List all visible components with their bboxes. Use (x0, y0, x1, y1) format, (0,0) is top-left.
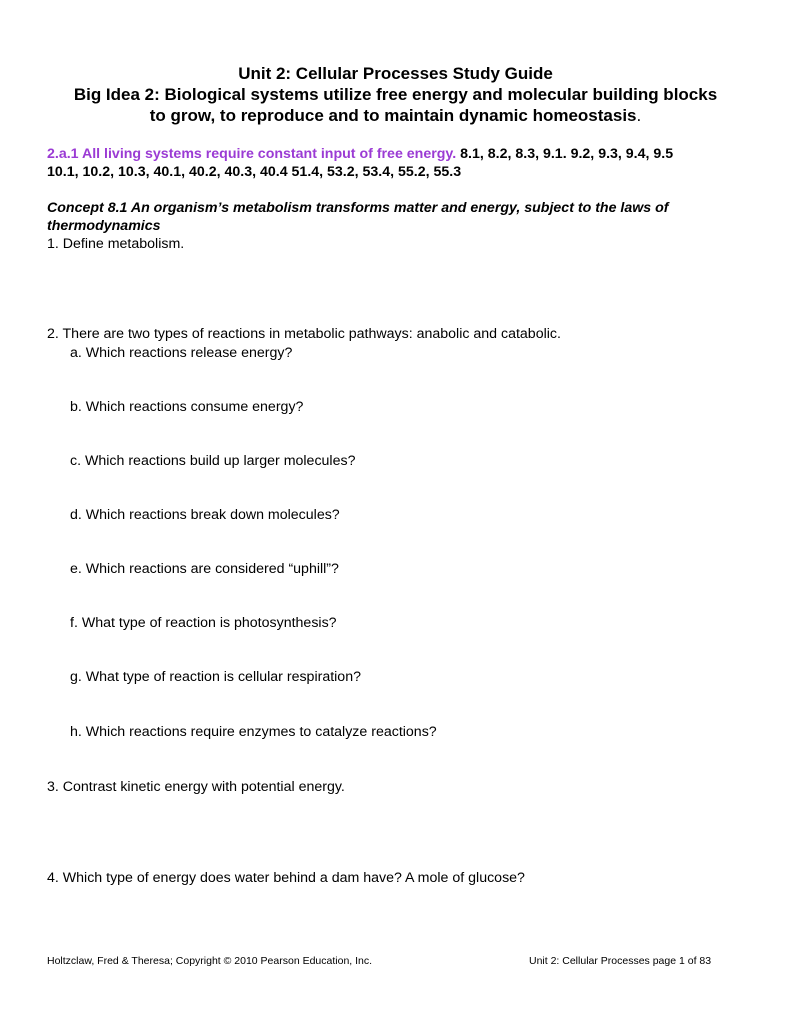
title-line-1: Unit 2: Cellular Processes Study Guide (238, 64, 553, 83)
standard-prefix: 2.a.1 All living systems require constant input of (47, 146, 377, 162)
standard-numbers-line-1: 8.1, 8.2, 8.3, 9.1. 9.2, 9.3, 9.4, 9.5 (456, 146, 674, 162)
footer-page-number: Unit 2: Cellular Processes page 1 of 83 (529, 955, 712, 967)
title-line-2: Big Idea 2: Biological systems utilize free energy and molecular building blocks (73, 85, 718, 104)
question-2h: h. Which reactions require enzymes to catalyze reactions? (70, 724, 437, 740)
standard-emphasis: free energy (376, 146, 453, 162)
footer-copyright: Holtzclaw, Fred & Theresa; Copyright © 2010 Pearson Education, Inc. (47, 955, 373, 967)
question-2a: a. Which reactions release energy? (70, 345, 293, 361)
question-2b: b. Which reactions consume energy? (70, 399, 304, 415)
concept-heading: Concept 8.1 An organism’s metabolism transforms matter and energy, subject to the laws of thermodynamics (47, 200, 669, 234)
document-title (0, 63, 791, 126)
question-2c: c. Which reactions build up larger molecules? (70, 453, 356, 469)
question-4: 4. Which type of energy does water behind a dam have? A mole of glucose? (47, 870, 525, 886)
title-period: . (636, 106, 642, 125)
question-2: 2. There are two types of reactions in metabolic pathways: anabolic and catabolic. (47, 326, 561, 342)
title-line-3 (0, 105, 791, 126)
standard-numbers-line-2: 10.1, 10.2, 10.3, 40.1, 40.2, 40.3, 40.4 51.4, 53.2, 53.4, 55.2, 55.3 (47, 164, 462, 180)
learning-standard (47, 145, 747, 181)
question-3: 3. Contrast kinetic energy with potential energy. (47, 779, 345, 795)
question-2d: d. Which reactions break down molecules? (70, 507, 340, 523)
title-line-3-text: to grow, to reproduce and to maintain dynamic homeostasis (149, 106, 637, 125)
question-2f: f. What type of reaction is photosynthesis? (70, 615, 337, 631)
question-1: 1. Define metabolism. (47, 236, 185, 252)
standard-suffix: . (452, 146, 457, 162)
question-2g: g. What type of reaction is cellular respiration? (70, 669, 361, 685)
question-2e: e. Which reactions are considered “uphill”? (70, 561, 339, 577)
